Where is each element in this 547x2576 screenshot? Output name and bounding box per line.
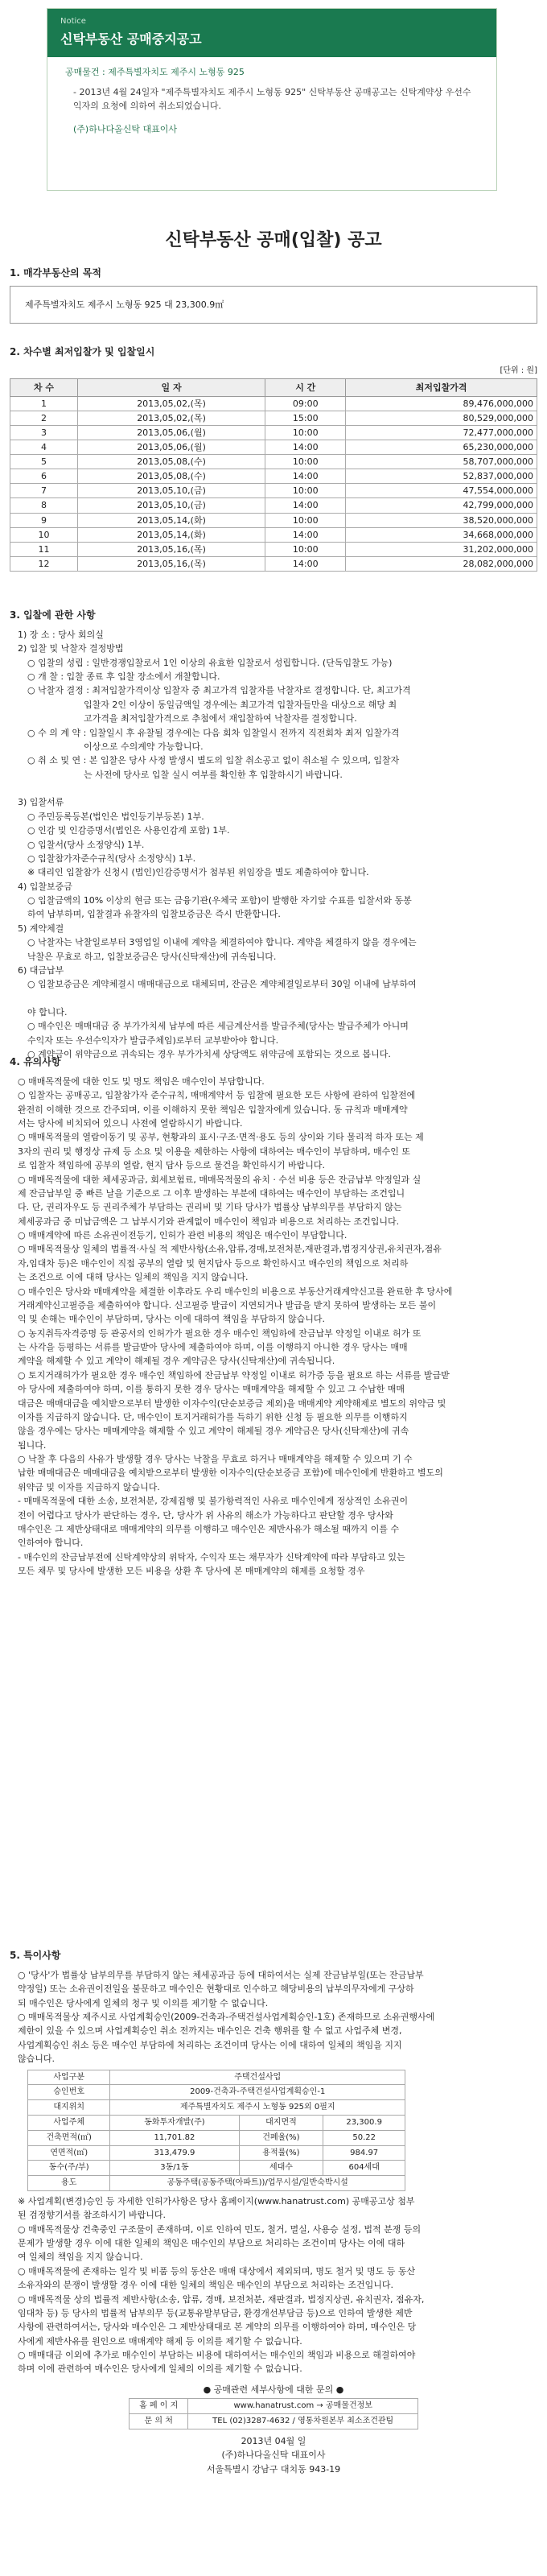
table-row bbox=[10, 469, 537, 484]
text-line: 는 사각을 등평하는 서류를 발급받아 당사에 제출하여야 하며, 이를 이행하지 아니한 경우 당사는 매매 bbox=[18, 1342, 408, 1353]
table-cell: 10 bbox=[10, 527, 78, 542]
text-line: ○ 매매목적물의 열람이동기 및 공부, 현황과의 표시·구조·면적·용도 등의 상이와 기타 물리적 하자 또는 제 bbox=[18, 1132, 424, 1143]
table-cell: 10:00 bbox=[265, 426, 346, 440]
table-row bbox=[10, 440, 537, 455]
text-line: 5) 계약체결 bbox=[18, 923, 64, 934]
text-line bbox=[10, 782, 537, 795]
text-line: ○ 매수인은 매매대금 중 부가가치세 납부에 따른 세금계산서를 발급주체(당사는 발급주체가 아니며 bbox=[27, 1021, 409, 1032]
contact-table bbox=[129, 2398, 418, 2429]
text-line: 이상으로 수의계약 가능합니다. bbox=[84, 741, 204, 752]
section-schedule bbox=[10, 345, 537, 572]
text-line: 고가격을 최저입찰가격으로 추첨에서 재입찰하여 낙찰자를 결정합니다. bbox=[84, 713, 357, 724]
table-cell: 10:00 bbox=[265, 513, 346, 527]
text-line: ○ 입찰참가자준수규칙(당사 소정양식) 1부. bbox=[27, 852, 196, 864]
table-row bbox=[10, 513, 537, 527]
contact-label: 문 의 처 bbox=[130, 2414, 188, 2429]
contact-label: 홈 페 이 지 bbox=[130, 2399, 188, 2414]
table-row bbox=[10, 556, 537, 571]
notice-box bbox=[47, 8, 497, 191]
text-line: 임대차 등) 등 당사의 법률적 납부의무 등(교통유발부담금, 환경개선부담금 등)으로 인하여 발생한 제반 bbox=[18, 2307, 413, 2318]
table-cell: 7 bbox=[10, 484, 78, 498]
text-line: ○ 매매목적물에 존재하는 일각 및 비품 등의 동산은 매매 대상에서 제외되며, 명도 철거 및 명도 등 동산 bbox=[18, 2265, 416, 2277]
table-cell: 14:00 bbox=[265, 440, 346, 455]
text-line: ○ 매매목적물에 대한 인도 및 명도 책임은 매수인이 부담합니다. bbox=[18, 1075, 265, 1087]
spec-value: 50.22 bbox=[323, 2130, 405, 2145]
table-cell: 80,529,000,000 bbox=[346, 411, 537, 426]
table-cell: 34,668,000,000 bbox=[346, 527, 537, 542]
section-bidding bbox=[10, 608, 537, 1062]
table-cell: 2013,05,14,(화) bbox=[77, 527, 265, 542]
table-cell: 31,202,000,000 bbox=[346, 542, 537, 556]
table-cell: 38,520,000,000 bbox=[346, 513, 537, 527]
text-line: 4) 입찰보증금 bbox=[18, 881, 72, 892]
text-line: 수익자 또는 우선수익자가 발급주체임)로부터 교부받아야 합니다. bbox=[27, 1034, 279, 1046]
notice-body bbox=[47, 57, 496, 144]
property-box: 제주특별자치도 제주시 노형동 925 대 23,300.9㎡ bbox=[10, 286, 537, 324]
notice-title: 신탁부동산 공매중지공고 bbox=[60, 31, 202, 47]
text-line: 는 사전에 당사로 입찰 실시 여부를 확인한 후 입찰하시기 바랍니다. bbox=[84, 769, 343, 780]
text-line: 서는 당사에 비치되어 있으니 사전에 열람하시기 바랍니다. bbox=[18, 1118, 243, 1129]
text-line: 않습니다. bbox=[18, 2054, 56, 2065]
section-title: 5. 특이사항 bbox=[10, 1950, 61, 1961]
section-notes bbox=[10, 1055, 537, 1578]
text-line: ○ 수 의 계 약 : 입찰일시 후 유찰될 경우에는 다음 회차 입찰일시 전까지 직전회차 최저 입찰가격 bbox=[27, 727, 400, 738]
table-cell: 2013,05,16,(목) bbox=[77, 556, 265, 571]
spec-label: 용적률(%) bbox=[239, 2145, 323, 2161]
text-line: 됩니다. bbox=[18, 1439, 47, 1451]
table-cell: 2 bbox=[10, 411, 78, 426]
text-line: ○ 매매대금 이외에 추가로 매수인이 부담하는 비용에 대하여서는 매수인의 책임과 비용으로 해결하여야 bbox=[18, 2350, 416, 2361]
spec-label: 세대수 bbox=[239, 2161, 323, 2176]
text-line: 납한 매매대금은 매매대금을 예치받으로부터 발생한 이자수익(단순보증금 포함)에 매수인에게 반환하고 별도의 bbox=[18, 1468, 443, 1479]
table-header: 일 자 bbox=[77, 379, 265, 397]
footer-company: (주)하나다올신탁 대표이사 bbox=[221, 2450, 326, 2461]
table-cell: 14:00 bbox=[265, 527, 346, 542]
text-line: 1) 장 소 : 당사 회의실 bbox=[18, 629, 104, 640]
text-line: ○ 입찰서(당사 소정양식) 1부. bbox=[27, 839, 145, 850]
text-line: 6) 대금납부 bbox=[18, 964, 64, 976]
text-line: 로 입찰자 책임하에 공부의 열람, 현지 답사 등으로 물건을 확인하시기 바랍니다. bbox=[18, 1160, 325, 1171]
text-line: 소유자와의 분쟁이 발생할 경우 이에 대한 일체의 책임은 매수인의 부담으로 처리하는 조건입니다. bbox=[18, 2280, 393, 2291]
text-line: 익 및 손해는 매수인이 부담하며, 당사는 이에 대하여 책임을 부담하지 않습니다. bbox=[18, 1314, 325, 1325]
table-cell: 2013,05,02,(목) bbox=[77, 411, 265, 426]
text-line: ○ 낙찰자는 낙찰일로부터 3영업일 이내에 계약을 체결하여야 합니다. 계약을 체결하지 않을 경우에는 bbox=[27, 937, 417, 948]
table-row bbox=[10, 542, 537, 556]
text-line: ○ 인감 및 인감증명서(법인은 사용인감계 포함) 1부. bbox=[27, 825, 230, 836]
table-cell: 3 bbox=[10, 426, 78, 440]
text-line: 체세공과금 중 미납금액은 그 납부시기와 관계없이 매수인이 책임과 비용으로 처리하는 조건입니다. bbox=[18, 1216, 400, 1227]
spec-value: 984.97 bbox=[323, 2145, 405, 2161]
table-cell: 2013,05,08,(수) bbox=[77, 455, 265, 469]
table-cell: 6 bbox=[10, 469, 78, 484]
text-line: 다. 단, 권리자우도 등 권리주체가 부담하는 권리비 및 기타 당사가 법률상 납부의무를 부담하지 않는 bbox=[18, 1202, 402, 1213]
spec-label: 승인번호 bbox=[28, 2085, 110, 2100]
text-line: 이자를 지급하지 않습니다. 단, 매수인이 토지거래허가를 득하기 위한 신청 등 필요한 의무를 이행하지 bbox=[18, 1411, 408, 1422]
text-line: 입찰자 2인 이상이 동일금액일 경우에는 최고가격 입찰자들만을 대상으로 해당 최 bbox=[84, 699, 397, 710]
text-line: ○ 매수인은 당사와 매매계약을 체결한 이후라도 우리 매수인의 비용으로 부동산거래계약신고를 완료한 후 당사에 bbox=[18, 1286, 453, 1297]
table-cell: 47,554,000,000 bbox=[346, 484, 537, 498]
text-line: ○ 매매목적물상 제주시로 사업계획승인(2009-건축과-주택건설사업계획승인-1호) 존재하므로 소유권행사에 bbox=[18, 2012, 435, 2023]
section-title: 3. 입찰에 관한 사항 bbox=[10, 609, 96, 621]
contact-row bbox=[130, 2399, 418, 2414]
spec-row bbox=[28, 2115, 405, 2130]
footer-address: 서울특별시 강남구 대치동 943-19 bbox=[206, 2463, 341, 2475]
text-line: ○ 입찰자는 공매공고, 입찰참가자 준수규칙, 매매계약서 등 입찰에 필요한 모든 사항에 관하여 입찰전에 bbox=[18, 1090, 416, 1101]
text-line: ○ 취 소 및 연 : 본 입찰은 당사 사정 발생시 별도의 입찰 취소공고 없이 취소될 수 있으며, 입찰자 bbox=[27, 755, 400, 766]
text-line: 계약을 해제할 수 있고 계약이 해제될 경우 계약금은 당사(신탁재산)에 귀속됩니다. bbox=[18, 1356, 335, 1367]
spec-value: 주택건설사업 bbox=[110, 2070, 405, 2085]
text-line: 대금은 매매대금을 예치받으로부터 발생한 이자수익(단순보증금 제외)을 매매계약 계약해제로 별도의 위약금 및 bbox=[18, 1397, 446, 1409]
text-line: 제 잔금납부일 중 빠른 날을 기준으로 그 이후 발생하는 부분에 대하여는 매수인이 부담하는 조건입니 bbox=[18, 1187, 405, 1199]
text-line: 3) 입찰서류 bbox=[18, 797, 64, 808]
table-cell: 15:00 bbox=[265, 411, 346, 426]
text-line: ○ 매매목적물상 건축중인 구조물이 존재하며, 이로 인하여 민도, 철거, 멸실, 사용승 설정, 법적 분쟁 등의 bbox=[18, 2223, 422, 2235]
notice-description: - 2013년 4월 24일자 "제주특별자치도 제주시 노형동 925" 신탁부동산 공매공고는 신탁계약상 우선수익자의 요청에 의하여 취소되었습니다. bbox=[73, 87, 471, 112]
table-cell: 5 bbox=[10, 455, 78, 469]
text-line: 매수인은 그 제반상태대로 매매계약의 의무를 이행하고 매수인은 제반사유가 해소될 때까지 이를 수 bbox=[18, 1523, 400, 1534]
spec-value: 11,701.82 bbox=[110, 2130, 239, 2145]
text-line: 문제가 발생할 경우 이에 대한 일체의 책임은 매수인의 부담으로 처리하는 조건이며 당사는 이에 대하 bbox=[18, 2238, 405, 2249]
spec-row bbox=[28, 2070, 405, 2085]
text-line: 사에게 제반사유를 원인으로 매매계약 해제 등 이의를 제기할 수 없습니다. bbox=[18, 2335, 302, 2347]
text-line: 약정일) 또는 소유권이전일을 불문하고 매수인은 현황대로 인수하고 해당비용의 납부의무자에게 구상하 bbox=[18, 1984, 414, 1995]
table-cell: 65,230,000,000 bbox=[346, 440, 537, 455]
text-line: ○ 입찰보증금은 계약체결시 매매대금으로 대체되며, 잔금은 계약체결일로부터 30일 이내에 납부하여 bbox=[27, 979, 417, 990]
text-line: ○ 계약금이 위약금으로 귀속되는 경우 부가가치세 상당액도 위약금에 포함되는 것으로 봅니다. bbox=[27, 1049, 391, 1060]
section-property bbox=[10, 266, 537, 324]
section-title: 4. 유의사항 bbox=[10, 1056, 61, 1067]
section-title: 2. 차수별 최저입찰가 및 입찰일시 bbox=[10, 346, 155, 357]
text-line: 하여 납부하며, 입찰결과 유찰자의 입찰보증금은 즉시 반환합니다. bbox=[27, 909, 281, 920]
text-line bbox=[10, 992, 537, 1005]
text-line: 거래계약신고필증을 제출하여야 합니다. 신고필증 발급이 지연되거나 발급을 받지 못하여 발생하는 모든 불이 bbox=[18, 1299, 437, 1311]
spec-label: 건폐율(%) bbox=[239, 2130, 323, 2145]
text-line: - 매매목적물에 대한 소송, 보전처분, 강제집행 및 불가항력적인 사유로 매수인에게 정상적인 소유권이 bbox=[18, 1496, 409, 1507]
table-cell: 9 bbox=[10, 513, 78, 527]
notice-header bbox=[47, 9, 496, 57]
table-row bbox=[10, 397, 537, 411]
text-line: 모든 채무 및 당사에 발생한 모든 비용을 상환 후 당사에 본 매매계약의 해제를 요청할 경우 bbox=[18, 1566, 365, 1577]
table-cell: 1 bbox=[10, 397, 78, 411]
text-line: 자,임대차 등)은 매수인이 직접 공부의 열람 및 현지답사 등으로 확인하시고 매수인의 책임으로 처리하 bbox=[18, 1257, 409, 1269]
text-line: ○ 매매목적물에 대한 체세공과금, 회세보험료, 매매목적물의 유치 · 수선 비용 등은 잔금납부 약정일과 실 bbox=[18, 1174, 422, 1185]
text-line: 된 검정향기서를 참조하시기 바랍니다. bbox=[18, 2210, 167, 2221]
table-cell: 10:00 bbox=[265, 455, 346, 469]
footer bbox=[10, 2434, 537, 2477]
table-row bbox=[10, 484, 537, 498]
table-header: 시 간 bbox=[265, 379, 346, 397]
text-line: 야 합니다. bbox=[27, 1007, 68, 1018]
table-row bbox=[10, 527, 537, 542]
text-line: 사항에 관련하여서는, 당사와 매수인은 그 제반상태대로 본 계약의 의무를 이행하여야 하며, 매수인은 당 bbox=[18, 2322, 417, 2333]
table-cell: 89,476,000,000 bbox=[346, 397, 537, 411]
table-cell: 14:00 bbox=[265, 469, 346, 484]
spec-label: 동수(주/부) bbox=[28, 2161, 110, 2176]
contact-value: www.hanatrust.com → 공매물건정보 bbox=[188, 2399, 418, 2414]
table-cell: 2013,05,08,(수) bbox=[77, 469, 265, 484]
spec-row bbox=[28, 2161, 405, 2176]
text-line: ○ 토지거래허가가 필요한 경우 매수인 책임하에 잔금납부 약정일 이내로 허가증 등을 필요로 하는 서류를 발급받 bbox=[18, 1369, 450, 1381]
text-line: 전이 어렵다고 당사가 판단하는 경우, 단, 당사가 위 사유의 해소가 가능하다고 판단할 경우 당사와 bbox=[18, 1509, 393, 1521]
table-cell: 72,477,000,000 bbox=[346, 426, 537, 440]
text-line: ○ 개 찰 : 입찰 종료 후 입찰 장소에서 개찰합니다. bbox=[27, 671, 220, 683]
page-title: 신탁부동산 공매(입찰) 공고 bbox=[165, 230, 382, 250]
table-cell: 2013,05,02,(목) bbox=[77, 397, 265, 411]
text-line: ○ 매매목적물 상의 법률적 제반사항(소송, 압류, 경매, 보전처분, 재판결과, 법정지상권, 유치권자, 점유자, bbox=[18, 2293, 425, 2305]
spec-value: 제주특별자치도 제주시 노형동 925외 0필지 bbox=[110, 2100, 405, 2116]
spec-label: 사업구분 bbox=[28, 2070, 110, 2085]
text-line: 아 당사에 제출하여야 하며, 이를 통하지 못한 경우 당사는 매매계약을 해제할 수 있고 그 수납한 매매 bbox=[18, 1384, 405, 1395]
table-cell: 28,082,000,000 bbox=[346, 556, 537, 571]
text-line: ○ 매매목적물상 일체의 법률적·사실 적 제반사항(소유,압류,경매,보전처분,재판결과,법정지상권,유치권자,점유 bbox=[18, 1244, 442, 1255]
table-cell: 14:00 bbox=[265, 556, 346, 571]
spec-label: 연면적(㎡) bbox=[28, 2145, 110, 2161]
spec-value: 313,479.9 bbox=[110, 2145, 239, 2161]
table-row bbox=[10, 498, 537, 513]
text-line: 완전히 이해한 것으로 간주되며, 이를 이해하지 못한 책임은 입찰자에게 있습니다. 동 규칙과 매매계약 bbox=[18, 1104, 408, 1115]
spec-row bbox=[28, 2176, 405, 2191]
table-cell: 2013,05,06,(월) bbox=[77, 426, 265, 440]
spec-row bbox=[28, 2085, 405, 2100]
text-line: ○ 낙찰 후 다음의 사유가 발생할 경우 당사는 낙찰을 무효로 하거나 매매계약을 해제할 수 있으며 기 수 bbox=[18, 1454, 413, 1465]
text-line: 낙찰은 무효로 하고, 입찰보증금은 당사(신탁재산)에 귀속됩니다. bbox=[27, 951, 277, 962]
spec-value: 3동/1동 bbox=[110, 2161, 239, 2176]
text-line: 하며 이에 관련하여 매수인은 당사에게 일체의 이의를 제기할 수 없습니다. bbox=[18, 2363, 302, 2375]
table-cell: 4 bbox=[10, 440, 78, 455]
table-cell: 2013,05,14,(화) bbox=[77, 513, 265, 527]
table-row bbox=[10, 455, 537, 469]
notice-property: 공매물건 : 제주특별자치도 제주시 노형동 925 bbox=[65, 67, 245, 78]
spec-table bbox=[27, 2070, 405, 2191]
spec-value: 2009-건축과-주택건설사업계획승인-1 bbox=[110, 2085, 405, 2100]
table-cell: 14:00 bbox=[265, 498, 346, 513]
table-header: 최저입찰가격 bbox=[346, 379, 537, 397]
spec-label: 건축면적(㎡) bbox=[28, 2130, 110, 2145]
text-line: ○ '당사'가 법률상 납부의무를 부담하지 않는 체세공과금 등에 대하여서는 실제 잔금납부일(또는 잔금납부 bbox=[18, 1969, 424, 1980]
table-cell: 8 bbox=[10, 498, 78, 513]
table-cell: 10:00 bbox=[265, 484, 346, 498]
spec-value: 23,300.9 bbox=[323, 2115, 405, 2130]
table-cell: 2013,05,10,(금) bbox=[77, 484, 265, 498]
text-line: 위약금 및 이자를 지급하지 않습니다. bbox=[18, 1481, 160, 1492]
contact-row bbox=[130, 2414, 418, 2429]
table-cell: 2013,05,16,(목) bbox=[77, 542, 265, 556]
spec-label: 대지위치 bbox=[28, 2100, 110, 2116]
text-line: 인하여야 합니다. bbox=[18, 1538, 84, 1549]
text-line: 여 일체의 책임을 지지 않습니다. bbox=[18, 2252, 143, 2263]
spec-label: 대지면적 bbox=[239, 2115, 323, 2130]
spec-label: 용도 bbox=[28, 2176, 110, 2191]
contact-heading: ● 공매관련 세부사항에 대한 문의 ● bbox=[203, 2384, 344, 2395]
section-special bbox=[10, 1948, 537, 2477]
text-line: - 매수인의 잔금납부전에 신탁계약상의 위탁자, 수익자 또는 채무자가 신탁계약에 따라 부담하고 있는 bbox=[18, 1551, 405, 1563]
table-cell: 52,837,000,000 bbox=[346, 469, 537, 484]
text-line: ○ 낙찰자 결정 : 최저입찰가격이상 입찰자 중 최고가격 입찰자를 낙찰자로 결정합니다. 단, 최고가격 bbox=[27, 685, 411, 696]
text-line: ※ 대리인 입찰참가 신청시 (법인)인감증명서가 첨부된 위임장을 별도 제출하여야 합니다. bbox=[27, 867, 369, 878]
table-cell: 42,799,000,000 bbox=[346, 498, 537, 513]
table-header: 차 수 bbox=[10, 379, 78, 397]
spec-value: 동화투자개발(주) bbox=[110, 2115, 239, 2130]
spec-label: 사업주체 bbox=[28, 2115, 110, 2130]
text-line: 않을 경우에는 당사는 매매계약을 해제할 수 있고 계약이 해제될 경우 계약금은 당사(신탁재산)에 귀속 bbox=[18, 1426, 409, 1437]
text-line: ○ 주민등록등본(법인은 법인등기부등본) 1부. bbox=[27, 811, 204, 822]
table-row bbox=[10, 426, 537, 440]
text-line: ○ 매매계약에 따른 소유권이전등기, 인허가 관련 비용의 책임은 매수인이 부담합니다. bbox=[18, 1230, 348, 1241]
table-cell: 12 bbox=[10, 556, 78, 571]
spec-value: 공동주택(공동주택(아파트))/업무시설/일반숙박시설 bbox=[110, 2176, 405, 2191]
section-title: 1. 매각부동산의 목적 bbox=[10, 267, 102, 279]
footer-date: 2013년 04월 일 bbox=[241, 2435, 306, 2446]
text-line: 3자의 권리 및 행정상 규제 등 소요 및 이용을 제한하는 사항에 대하여는 매수인이 부담하며, 매수인 또 bbox=[18, 1146, 410, 1157]
spec-row bbox=[28, 2100, 405, 2116]
spec-row bbox=[28, 2145, 405, 2161]
contact-value: TEL (02)3287-4632 / 영통차원본부 최소조건관팀 bbox=[188, 2414, 418, 2429]
table-row bbox=[10, 411, 537, 426]
text-line: 2) 입찰 및 낙찰자 결정방법 bbox=[18, 643, 124, 654]
text-line: ※ 사업계획(변경)승인 등 자세한 인허가사항은 당사 홈페이지(www.hanatrust.com) 공매공고상 첨부 bbox=[18, 2195, 415, 2207]
unit-label: [단위 : 원] bbox=[500, 365, 537, 375]
spec-value: 604세대 bbox=[323, 2161, 405, 2176]
text-line: ○ 입찰금액의 10% 이상의 현금 또는 금융기관(우체국 포함)이 발행한 자기앞 수표를 입찰서와 동봉 bbox=[27, 895, 412, 906]
notice-label: Notice bbox=[60, 17, 86, 26]
text-line: ○ 농지취득자격증명 등 관공서의 인허가가 필요한 경우 매수인 책임하에 잔금납부 약정일 이내로 허가 또 bbox=[18, 1327, 422, 1339]
schedule-table bbox=[10, 378, 537, 572]
table-cell: 10:00 bbox=[265, 542, 346, 556]
spec-row bbox=[28, 2130, 405, 2145]
table-cell: 2013,05,10,(금) bbox=[77, 498, 265, 513]
text-line: 되 매수인은 당사에게 일체의 청구 및 이의를 제기할 수 없습니다. bbox=[18, 1997, 269, 2008]
text-line: 는 조건으로 이에 대해 당사는 일체의 책임을 지지 않습니다. bbox=[18, 1272, 249, 1283]
table-cell: 2013,05,06,(월) bbox=[77, 440, 265, 455]
table-cell: 11 bbox=[10, 542, 78, 556]
text-line: 제한이 있을 수 있으며 사업계획승인 취소 전까지는 매수인은 건축 행위를 할 수 없고 사업주체 변경, bbox=[18, 2025, 402, 2037]
text-line: ○ 입찰의 성립 : 일반경쟁입찰로서 1인 이상의 유효한 입찰로서 성립합니다. (단독입찰도 가능) bbox=[27, 657, 393, 668]
text-line: 사업계획승인 취소 등은 매수인 부담하에 처리하는 조건이며 당사는 이에 대하여 일체의 책임을 지지 bbox=[18, 2039, 402, 2050]
table-cell: 58,707,000,000 bbox=[346, 455, 537, 469]
table-cell: 09:00 bbox=[265, 397, 346, 411]
notice-signature: (주)하나다올신탁 대표이사 bbox=[73, 124, 177, 135]
